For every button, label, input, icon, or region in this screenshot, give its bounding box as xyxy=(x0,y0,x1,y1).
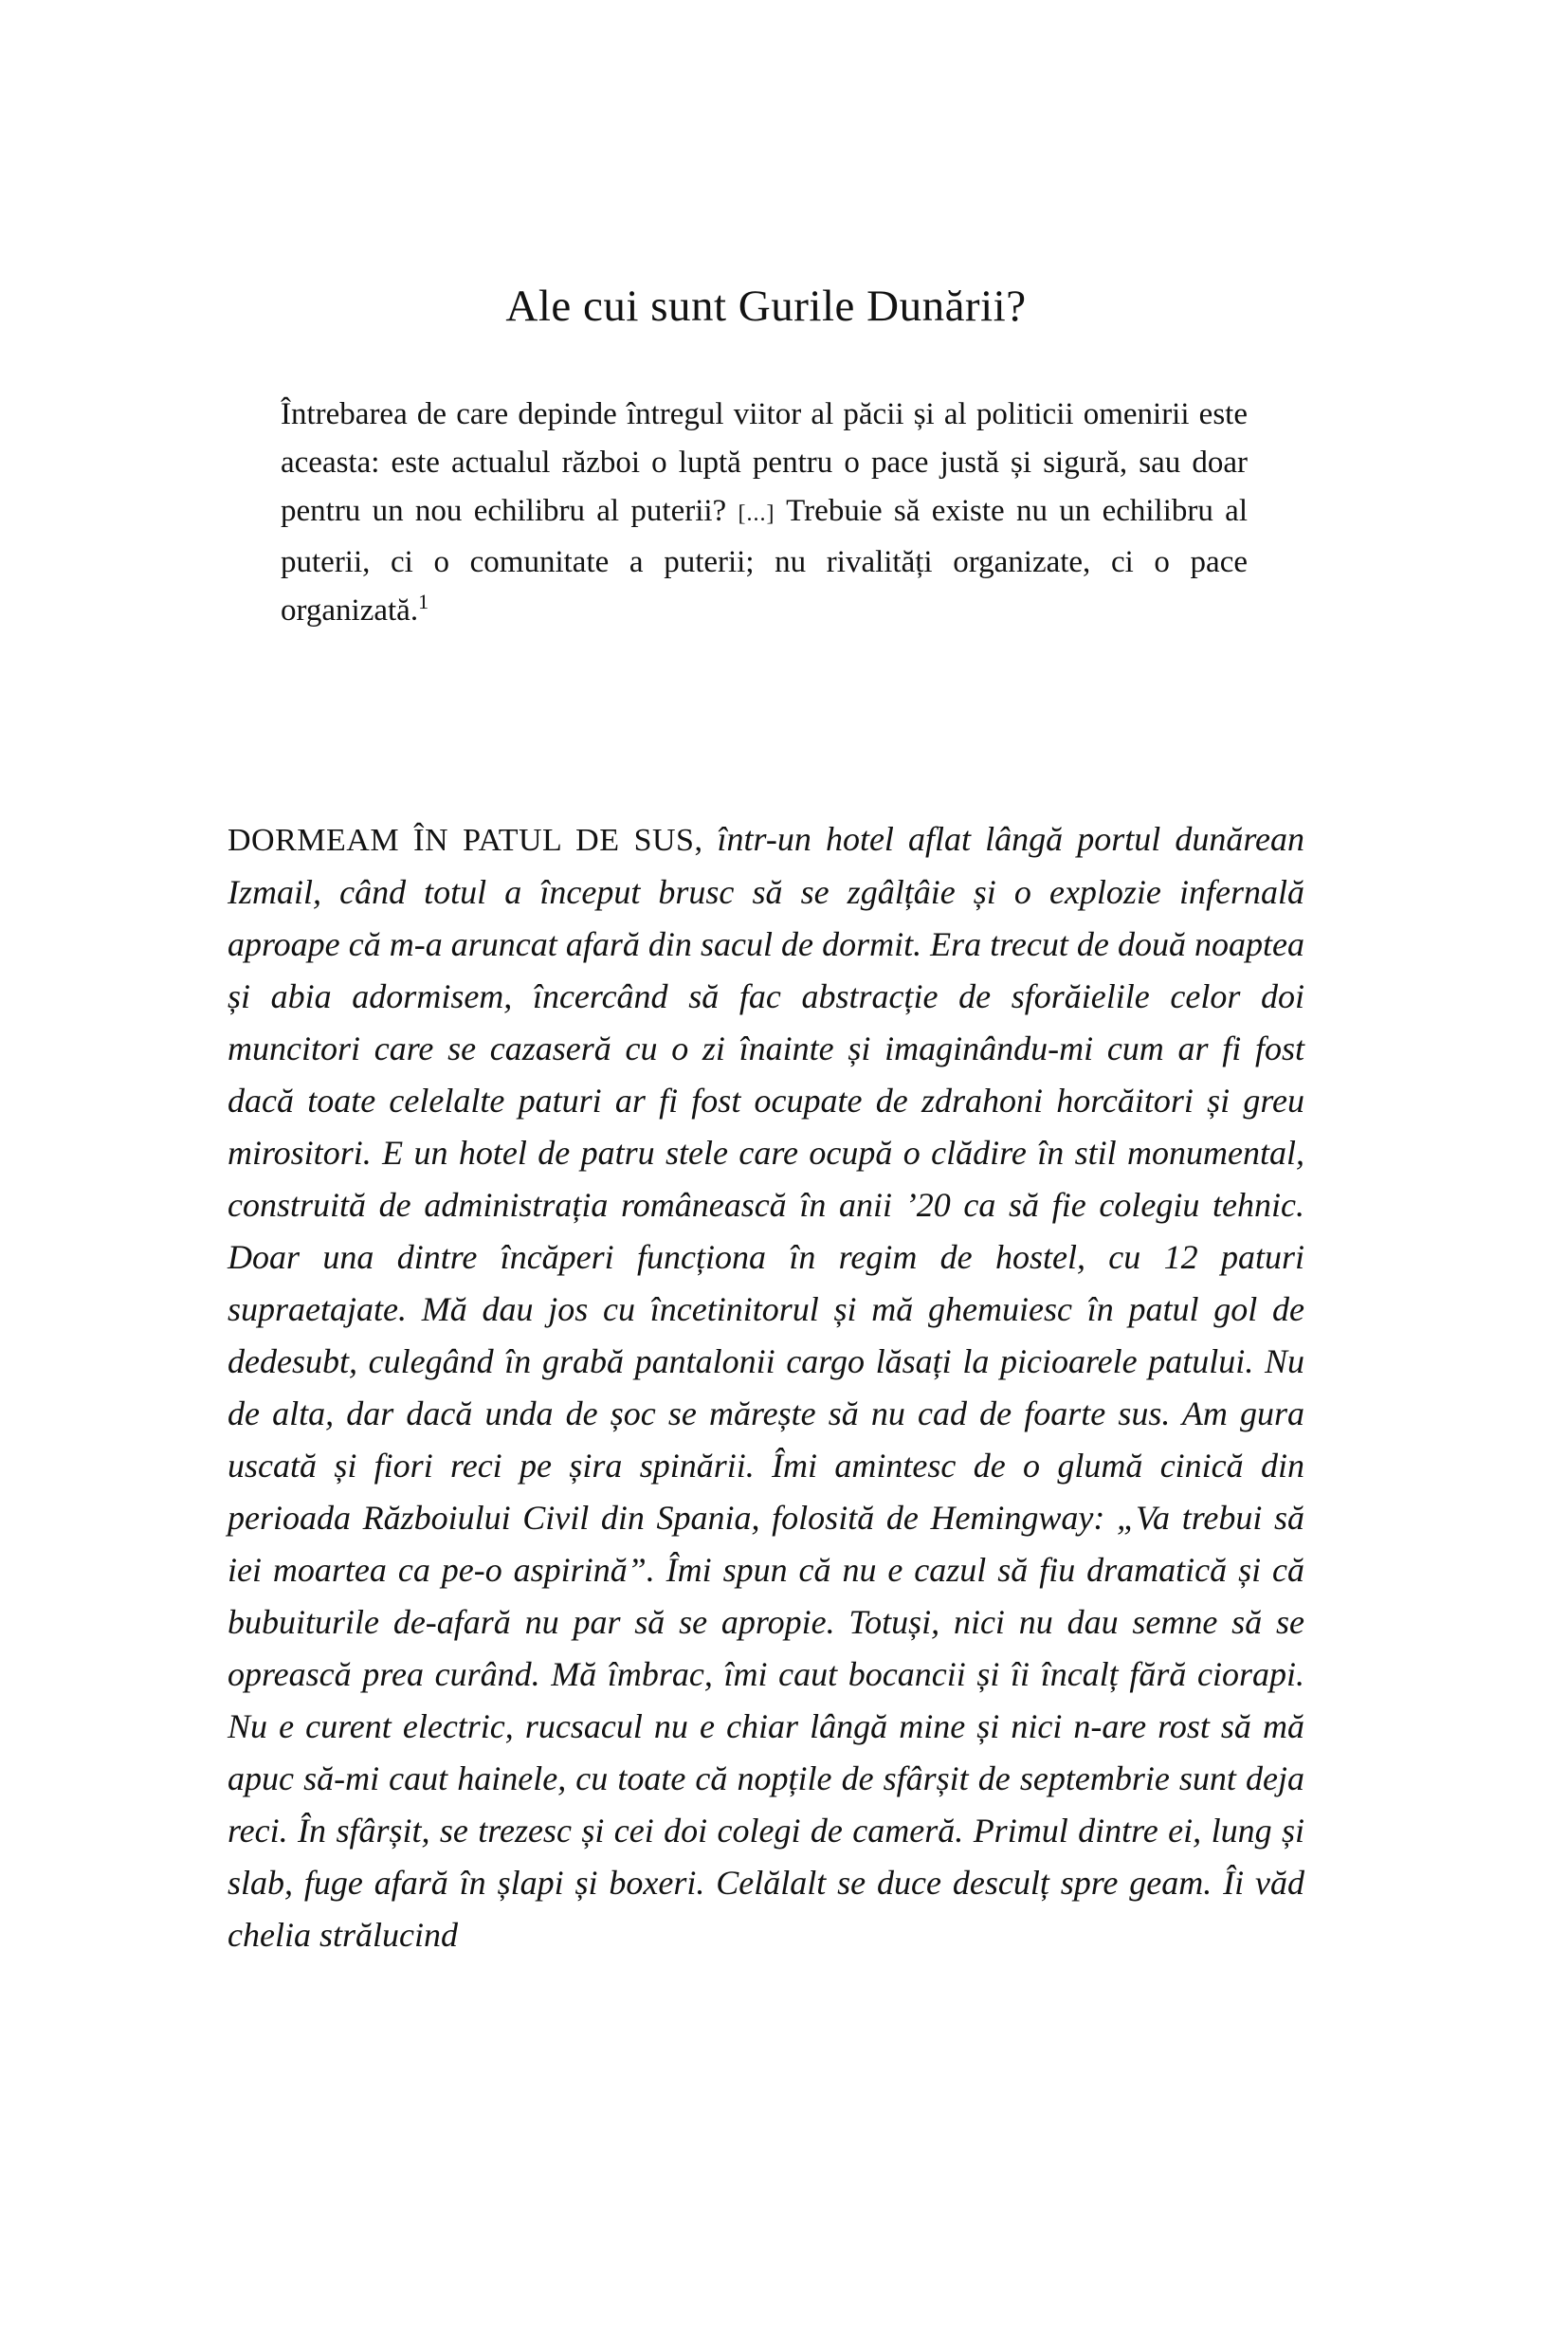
epigraph-text-part1: Întrebarea de care depinde întregul viitor al păcii și al politicii omenirii este aceasta: este actualul război o luptă pentru o pace justă și sigură, sau doar pentru un nou echilibru al puterii? xyxy=(281,397,1248,528)
paragraph-lead-in-caps: DORMEAM ÎN PATUL DE SUS, xyxy=(228,823,703,858)
chapter-title: Ale cui sunt Gurile Dunării? xyxy=(505,282,1027,331)
footnote-marker: 1 xyxy=(418,590,429,613)
body-paragraph xyxy=(228,813,1304,1961)
epigraph-ellipsis: [...] xyxy=(738,501,775,526)
epigraph-quote xyxy=(281,391,1248,635)
epigraph-text-part2: Trebuie să existe nu un echilibru al puterii, ci o comunitate a puterii; nu rivalități organizate, ci o pace organizată. xyxy=(281,494,1248,628)
paragraph-text: într-un hotel aflat lângă portul dunărean Izmail, când totul a început brusc să se zgâlțâie și o explozie infernală aproape că m-a aruncat afară din sacul de dormit. Era trecut de două noaptea și abia adormisem, încercând să fac abstracție de sforăielile celor doi muncitori care se cazaseră cu o zi înainte și imaginându-mi cum ar fi fost dacă toate celelalte paturi ar fi fost ocupate de zdrahoni horcăitori și greu mirositori. E un hotel de patru stele care ocupă o clădire în stil monumental, construită de administrația românească în anii ’20 ca să fie colegiu tehnic. Doar una dintre încăperi funcționa în regim de hostel, cu 12 paturi supraetajate. Mă dau jos cu încetinitorul și mă ghemuiesc în patul gol de dedesubt, culegând în grabă pantalonii cargo lăsați la picioarele patului. Nu de alta, dar dacă unda de șoc se mărește să nu cad de foarte sus. Am gura uscată și fiori reci pe șira spinării. Îmi amintesc de o glumă cinică din perioada Războiului Civil din Spania, folosită de Hemingway: „Va trebui să iei moartea ca pe-o aspirină”. Îmi spun că nu e cazul să fiu dramatică și că bubuiturile de-afară nu par să se apropie. Totuși, nici nu dau semne să se oprească prea curând. Mă îmbrac, îmi caut bocancii și îi încalț fără ciorapi. Nu e curent electric, rucsacul nu e chiar lângă mine și nici n-are rost să mă apuc să-mi caut hainele, cu toate că nopțile de sfârșit de septembrie sunt deja reci. În sfârșit, se trezesc și cei doi colegi de cameră. Primul dintre ei, lung și slab, fuge afară în șlapi și boxeri. Celălalt se duce desculț spre geam. Îi văd chelia strălucind xyxy=(228,820,1304,1954)
